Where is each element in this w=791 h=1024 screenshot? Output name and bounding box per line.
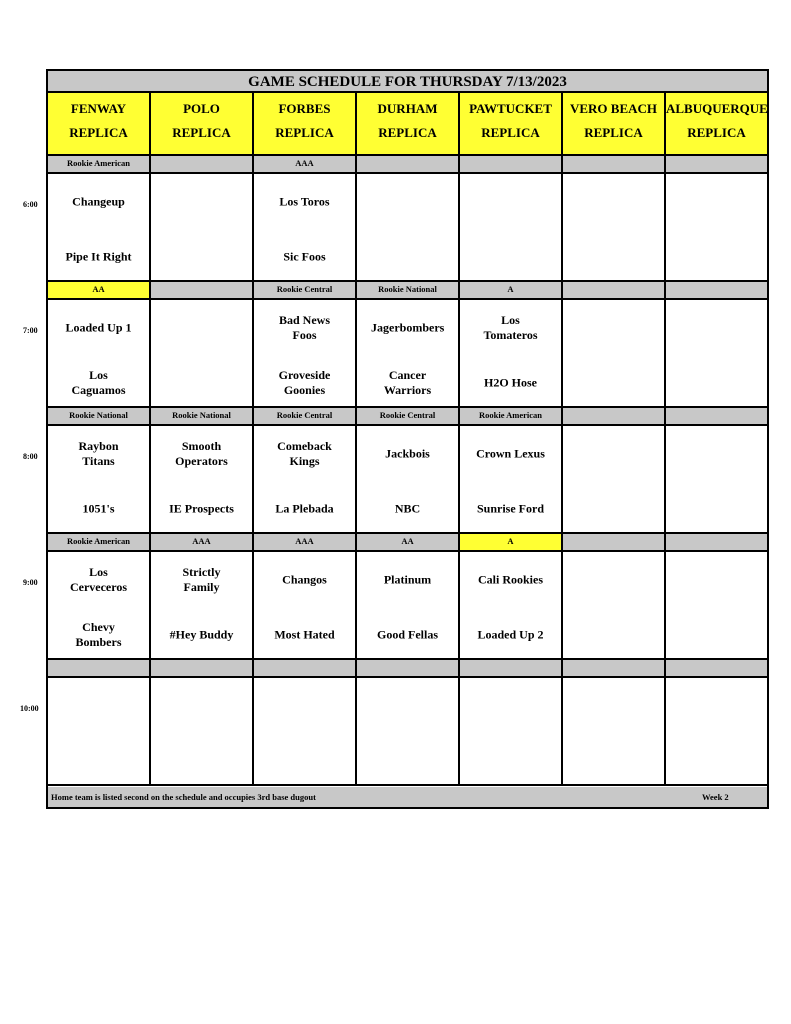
field-name: POLO — [183, 101, 220, 116]
game-cell — [666, 174, 767, 282]
field-subtitle: REPLICA — [481, 125, 540, 140]
game-cell — [563, 552, 666, 660]
away-team: Jagerbombers — [371, 320, 445, 335]
away-team: Los Tomateros — [483, 313, 538, 342]
time-label: 9:00 — [23, 578, 38, 587]
away-team: Los Cerveceros — [69, 565, 128, 594]
level-label: AAA — [254, 534, 357, 552]
game-cell — [563, 678, 666, 786]
field-subtitle: REPLICA — [584, 125, 643, 140]
field-header — [254, 93, 357, 156]
field-header — [48, 93, 151, 156]
game-cell — [48, 552, 151, 660]
level-label — [48, 660, 151, 678]
game-cell — [151, 426, 254, 534]
level-label — [151, 156, 254, 174]
away-team: Jackbois — [385, 446, 430, 461]
game-cell — [48, 678, 151, 786]
footer-bar — [48, 787, 767, 807]
level-label: AAA — [151, 534, 254, 552]
away-team: Comeback Kings — [277, 439, 332, 468]
field-header — [666, 93, 767, 156]
level-label: AAA — [254, 156, 357, 174]
home-team: La Plebada — [275, 501, 334, 516]
away-team: Loaded Up 1 — [65, 320, 132, 335]
level-label — [563, 156, 666, 174]
level-label: Rookie Central — [357, 408, 460, 426]
home-team: Los Caguamos — [71, 368, 126, 397]
away-team: Smooth Operators — [175, 439, 228, 468]
time-label: 10:00 — [20, 704, 39, 713]
home-team: Good Fellas — [376, 627, 438, 642]
level-label — [563, 534, 666, 552]
level-label: Rookie American — [48, 534, 151, 552]
game-cell — [151, 552, 254, 660]
home-team: Most Hated — [274, 627, 335, 642]
level-label: AA — [357, 534, 460, 552]
home-team: NBC — [394, 501, 421, 516]
game-cell — [666, 552, 767, 660]
away-team: Bad News Foos — [278, 313, 330, 342]
level-label — [151, 282, 254, 300]
home-team: Sic Foos — [283, 249, 326, 264]
away-team: Strictly Family — [182, 565, 221, 594]
game-cell — [357, 300, 460, 408]
field-header — [563, 93, 666, 156]
schedule-title: GAME SCHEDULE FOR THURSDAY 7/13/2023 — [48, 71, 767, 93]
level-label — [357, 156, 460, 174]
game-cell — [254, 678, 357, 786]
level-label — [666, 534, 767, 552]
level-label: Rookie Central — [254, 408, 357, 426]
footer-note: Home team is listed second on the schedule and occupies 3rd base dugout — [51, 792, 316, 802]
home-team: Loaded Up 2 — [477, 627, 544, 642]
game-cell — [666, 426, 767, 534]
level-label: Rookie Central — [254, 282, 357, 300]
game-cell — [460, 300, 563, 408]
level-label — [666, 282, 767, 300]
level-label — [460, 156, 563, 174]
home-team: #Hey Buddy — [169, 627, 234, 642]
field-header — [151, 93, 254, 156]
level-label: Rookie American — [460, 408, 563, 426]
home-team: IE Prospects — [169, 501, 234, 516]
game-cell — [460, 174, 563, 282]
away-team: Cali Rookies — [477, 572, 543, 587]
week-label: Week 2 — [702, 792, 729, 802]
field-header — [357, 93, 460, 156]
level-label: Rookie National — [151, 408, 254, 426]
game-cell — [151, 678, 254, 786]
time-label: 7:00 — [23, 326, 38, 335]
field-subtitle: REPLICA — [275, 125, 334, 140]
game-cell — [357, 678, 460, 786]
game-cell — [460, 426, 563, 534]
level-label — [254, 660, 357, 678]
field-name: DURHAM — [377, 101, 438, 116]
game-cell — [357, 426, 460, 534]
away-team: Changeup — [72, 194, 125, 209]
away-team: Crown Lexus — [476, 446, 545, 461]
level-label — [666, 408, 767, 426]
game-cell — [563, 174, 666, 282]
field-name: PAWTUCKET — [469, 101, 552, 116]
game-cell — [357, 552, 460, 660]
level-label — [563, 282, 666, 300]
field-subtitle: REPLICA — [172, 125, 231, 140]
level-label: Rookie National — [357, 282, 460, 300]
level-label — [666, 660, 767, 678]
home-team: 1051's — [82, 501, 115, 516]
level-label: A — [460, 282, 563, 300]
away-team: Changos — [282, 572, 327, 587]
level-label: Rookie National — [48, 408, 151, 426]
level-label: AA — [48, 282, 151, 300]
field-header — [460, 93, 563, 156]
field-subtitle: REPLICA — [687, 125, 746, 140]
game-cell — [666, 300, 767, 408]
level-label — [563, 660, 666, 678]
game-cell — [254, 552, 357, 660]
level-label — [357, 660, 460, 678]
home-team: H2O Hose — [484, 375, 537, 390]
field-name: ALBUQUERQUE — [666, 101, 768, 116]
level-label — [563, 408, 666, 426]
game-cell — [666, 678, 767, 786]
field-name: FORBES — [278, 101, 331, 116]
game-cell — [254, 300, 357, 408]
time-label: 6:00 — [23, 200, 38, 209]
away-team: Los Toros — [279, 194, 330, 209]
field-name: VERO BEACH — [569, 101, 658, 116]
level-label: A — [460, 534, 563, 552]
field-subtitle: REPLICA — [378, 125, 437, 140]
game-cell — [151, 174, 254, 282]
game-cell — [563, 426, 666, 534]
level-label — [666, 156, 767, 174]
game-cell — [151, 300, 254, 408]
game-cell — [254, 174, 357, 282]
time-label: 8:00 — [23, 452, 38, 461]
home-team: Cancer Warriors — [383, 368, 432, 397]
field-subtitle: REPLICA — [69, 125, 128, 140]
game-cell — [254, 426, 357, 534]
level-label: Rookie American — [48, 156, 151, 174]
schedule-table — [46, 69, 769, 809]
game-cell — [563, 300, 666, 408]
home-team: Chevy Bombers — [75, 620, 122, 649]
game-cell — [460, 678, 563, 786]
game-cell — [460, 552, 563, 660]
field-name: FENWAY — [70, 101, 127, 116]
home-team: Groveside Goonies — [278, 368, 331, 397]
home-team: Sunrise Ford — [476, 501, 544, 516]
game-cell — [48, 426, 151, 534]
game-cell — [357, 174, 460, 282]
away-team: Raybon Titans — [78, 439, 119, 468]
game-cell — [48, 300, 151, 408]
away-team: Platinum — [383, 572, 432, 587]
home-team: Pipe It Right — [65, 249, 132, 264]
game-cell — [48, 174, 151, 282]
level-label — [151, 660, 254, 678]
level-label — [460, 660, 563, 678]
